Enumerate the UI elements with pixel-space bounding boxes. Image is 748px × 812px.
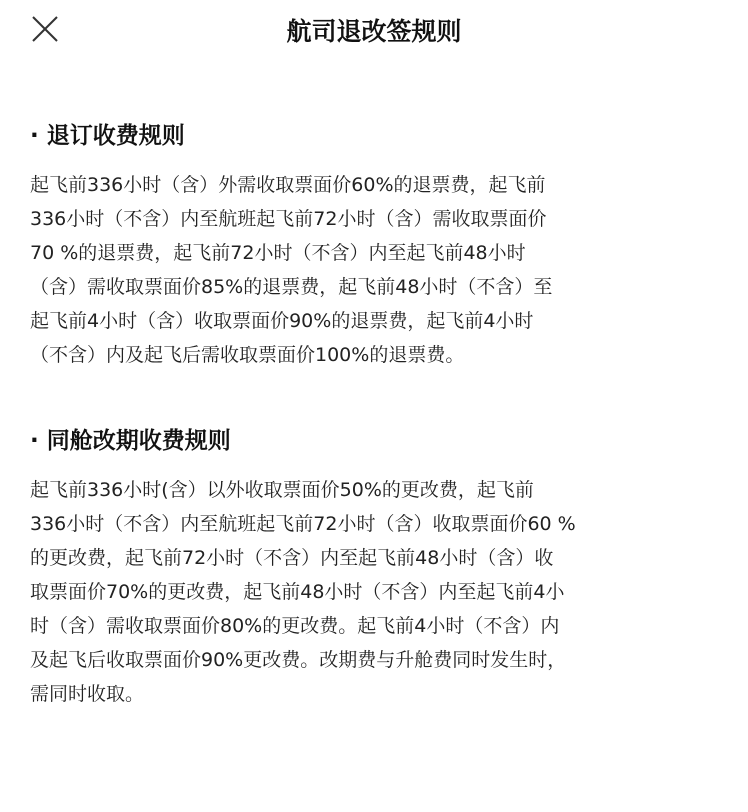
- text-line: 起飞前4小时（含）收取票面价90%的退票费，起飞前4小时: [30, 310, 534, 332]
- text-line: 取票面价70%的更改费，起飞前48小时（不含）内至起飞前4小: [30, 581, 565, 603]
- section-title: · 同舱改期收费规则: [30, 428, 231, 454]
- text-line: 起飞前336小时(含）以外收取票面价50%的更改费，起飞前: [30, 479, 534, 501]
- change-rules-section: [30, 424, 710, 711]
- text-line: 时（含）需收取票面价80%的更改费。起飞前4小时（不含）内: [30, 615, 560, 637]
- section-body: [30, 168, 710, 372]
- text-line: 及起飞后收取票面价90%更改费。改期费与升舱费同时发生时，: [30, 649, 567, 671]
- text-line: （含）需收取票面价85%的退票费，起飞前48小时（不含）至: [30, 276, 553, 298]
- text-line: 需同时收取。: [30, 683, 145, 705]
- text-line: 336小时（不含）内至航班起飞前72小时（含）收取票面价60 %: [30, 513, 576, 535]
- section-title: · 退订收费规则: [30, 123, 185, 149]
- text-line: 的更改费，起飞前72小时（不含）内至起飞前48小时（含）收: [30, 547, 554, 569]
- refund-rules-section: [30, 119, 710, 372]
- text-line: 70 %的退票费，起飞前72小时（不含）内至起飞前48小时: [30, 242, 526, 264]
- header: [0, 0, 748, 60]
- text-line: （不含）内及起飞后需收取票面价100%的退票费。: [30, 344, 465, 366]
- text-line: 起飞前336小时（含）外需收取票面价60%的退票费，起飞前: [30, 174, 546, 196]
- page-title: 航司退改签规则: [286, 17, 462, 46]
- text-line: 336小时（不含）内至航班起飞前72小时（含）需收取票面价: [30, 208, 547, 230]
- section-body: [30, 473, 710, 711]
